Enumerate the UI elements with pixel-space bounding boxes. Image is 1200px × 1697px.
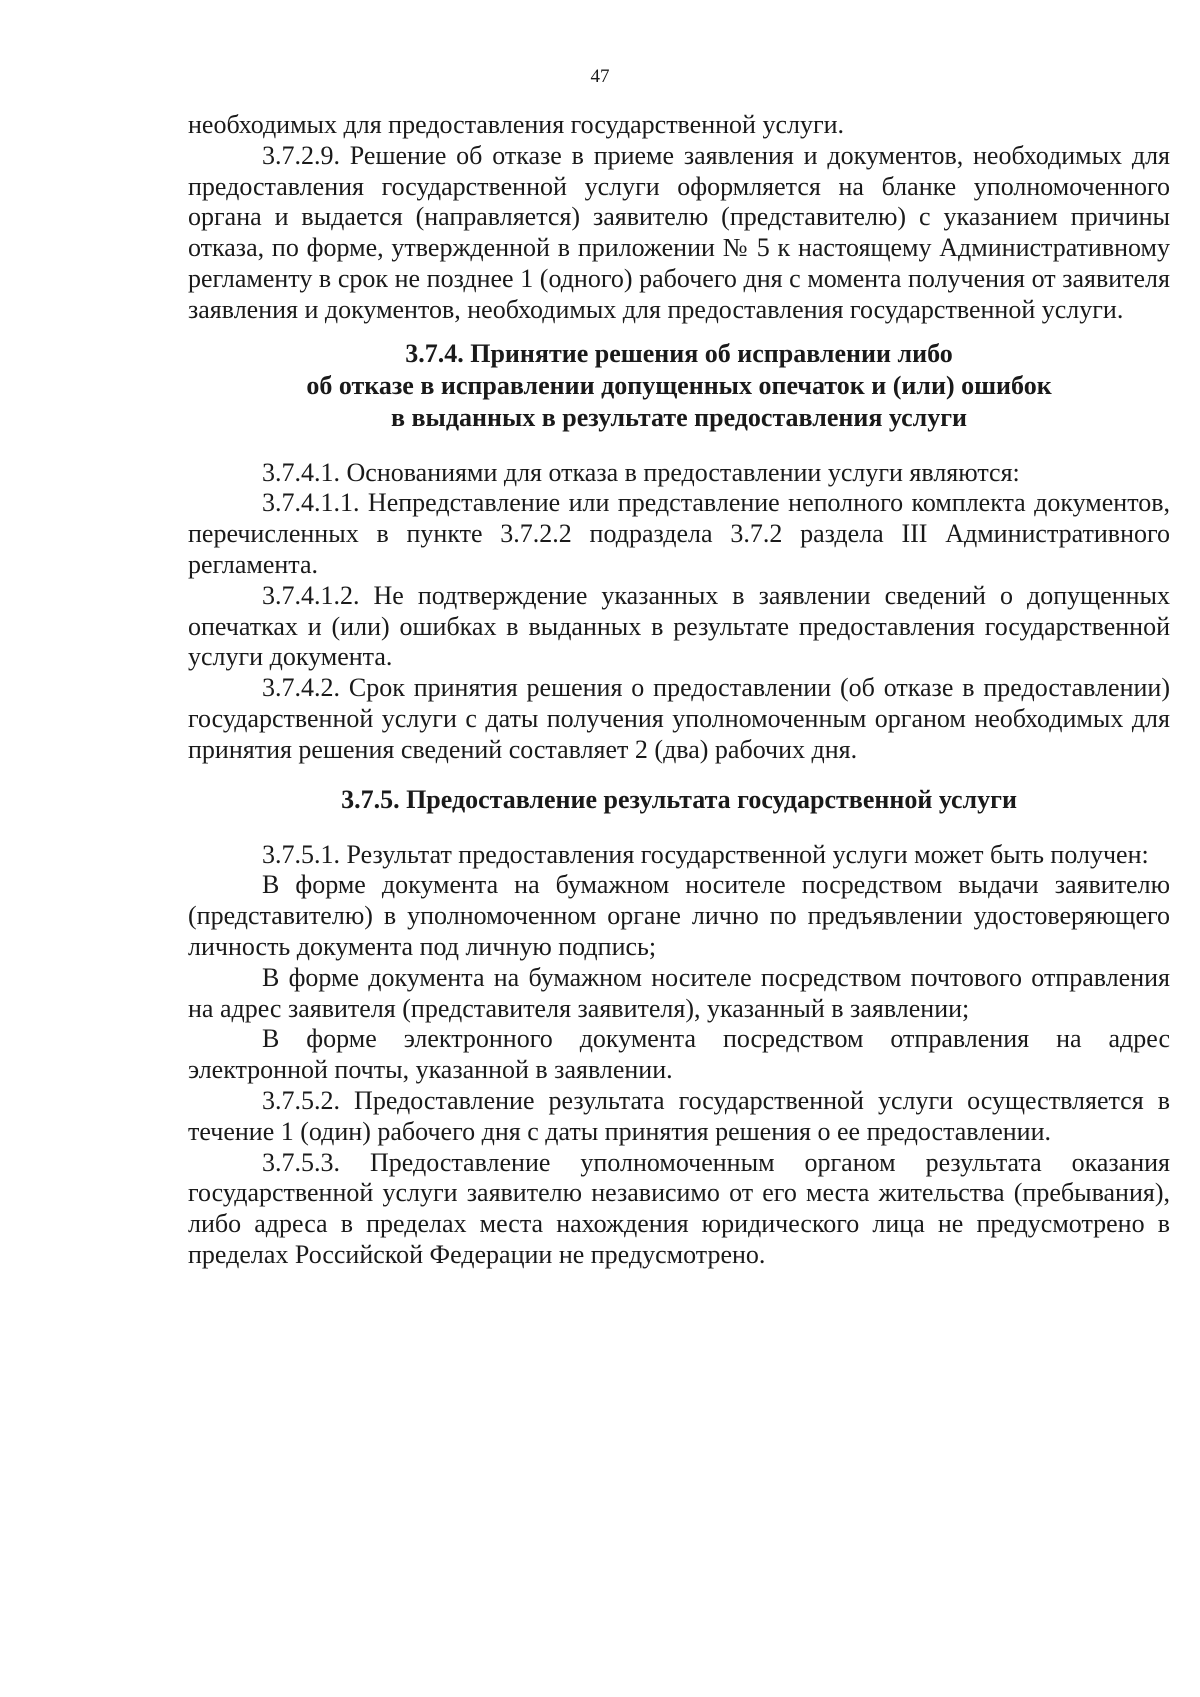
heading-line: 3.7.4. Принятие решения об исправлении либо (405, 338, 953, 368)
paragraph-electronic: В форме электронного документа посредством отправления на адрес электронной почты, указанной в заявлении. (188, 1024, 1170, 1085)
paragraph-3-7-4-2: 3.7.4.2. Срок принятия решения о предоставлении (об отказе в предоставлении) государственной услуги с даты получения уполномоченным органом необходимых для принятия решения сведений составляет 2 (два) рабочих дня. (188, 673, 1170, 764)
paragraph-paper-by-mail: В форме документа на бумажном носителе посредством почтового отправления на адрес заявителя (представителя заявителя), указанный в заявлении; (188, 962, 1170, 1023)
paragraph-3-7-5-1: 3.7.5.1. Результат предоставления государственной услуги может быть получен: (262, 839, 1149, 869)
paragraph-3-7-5-2: 3.7.5.2. Предоставление результата государственной услуги осуществляется в течение 1 (один) рабочего дня с даты принятия решения о ее предоставлении. (188, 1085, 1170, 1146)
page-number: 47 (590, 66, 610, 87)
section-heading-3-7-5: 3.7.5. Предоставление результата государственной услуги (341, 784, 1017, 814)
paragraph-3-7-4-1-2: 3.7.4.1.2. Не подтверждение указанных в заявлении сведений о допущенных опечатках и (или) ошибках в выданных в результате предоставления государственной услуги документа. (188, 580, 1170, 672)
paragraph-3-7-5-3: 3.7.5.3. Предоставление уполномоченным органом результата оказания государственной услуги заявителю независимо от его места жительства (пребывания), либо адреса в пределах места нахождения юридического лица не предусмотрено в пределах Российской Федерации не предусмотрено. (188, 1147, 1170, 1269)
document-body (188, 110, 1170, 1271)
paragraph-3-7-4-1-1: 3.7.4.1.1. Непредставление или представление неполного комплекта документов, перечисленных в пункте 3.7.2.2 подраздела 3.7.2 раздела III Административного регламента. (188, 488, 1170, 579)
paragraph-3-7-4-1: 3.7.4.1. Основаниями для отказа в предоставлении услуги являются: (262, 457, 1020, 487)
section-heading-3-7-4 (188, 338, 1170, 434)
paragraph-3-7-2-9: 3.7.2.9. Решение об отказе в приеме заявления и документов, необходимых для предоставления государственной услуги оформляется на бланке уполномоченного органа и выдается (направляется) заявителю (представителю) с указанием причины отказа, по форме, утвержденной в приложении № 5 к настоящему Административному регламенту в срок не позднее 1 (одного) рабочего дня с момента получения от заявителя заявления и документов, необходимых для предоставления государственной услуги. (188, 140, 1170, 324)
paragraph-continuation: необходимых для предоставления государственной услуги. (188, 110, 845, 139)
paragraph-paper-in-person: В форме документа на бумажном носителе посредством выдачи заявителю (представителю) в уполномоченном органе лично по предъявлении удостоверяющего личность документа под личную подпись; (188, 870, 1170, 961)
heading-line: об отказе в исправлении допущенных опечаток и (или) ошибок (306, 370, 1052, 400)
heading-line: в выданных в результате предоставления услуги (390, 402, 968, 432)
